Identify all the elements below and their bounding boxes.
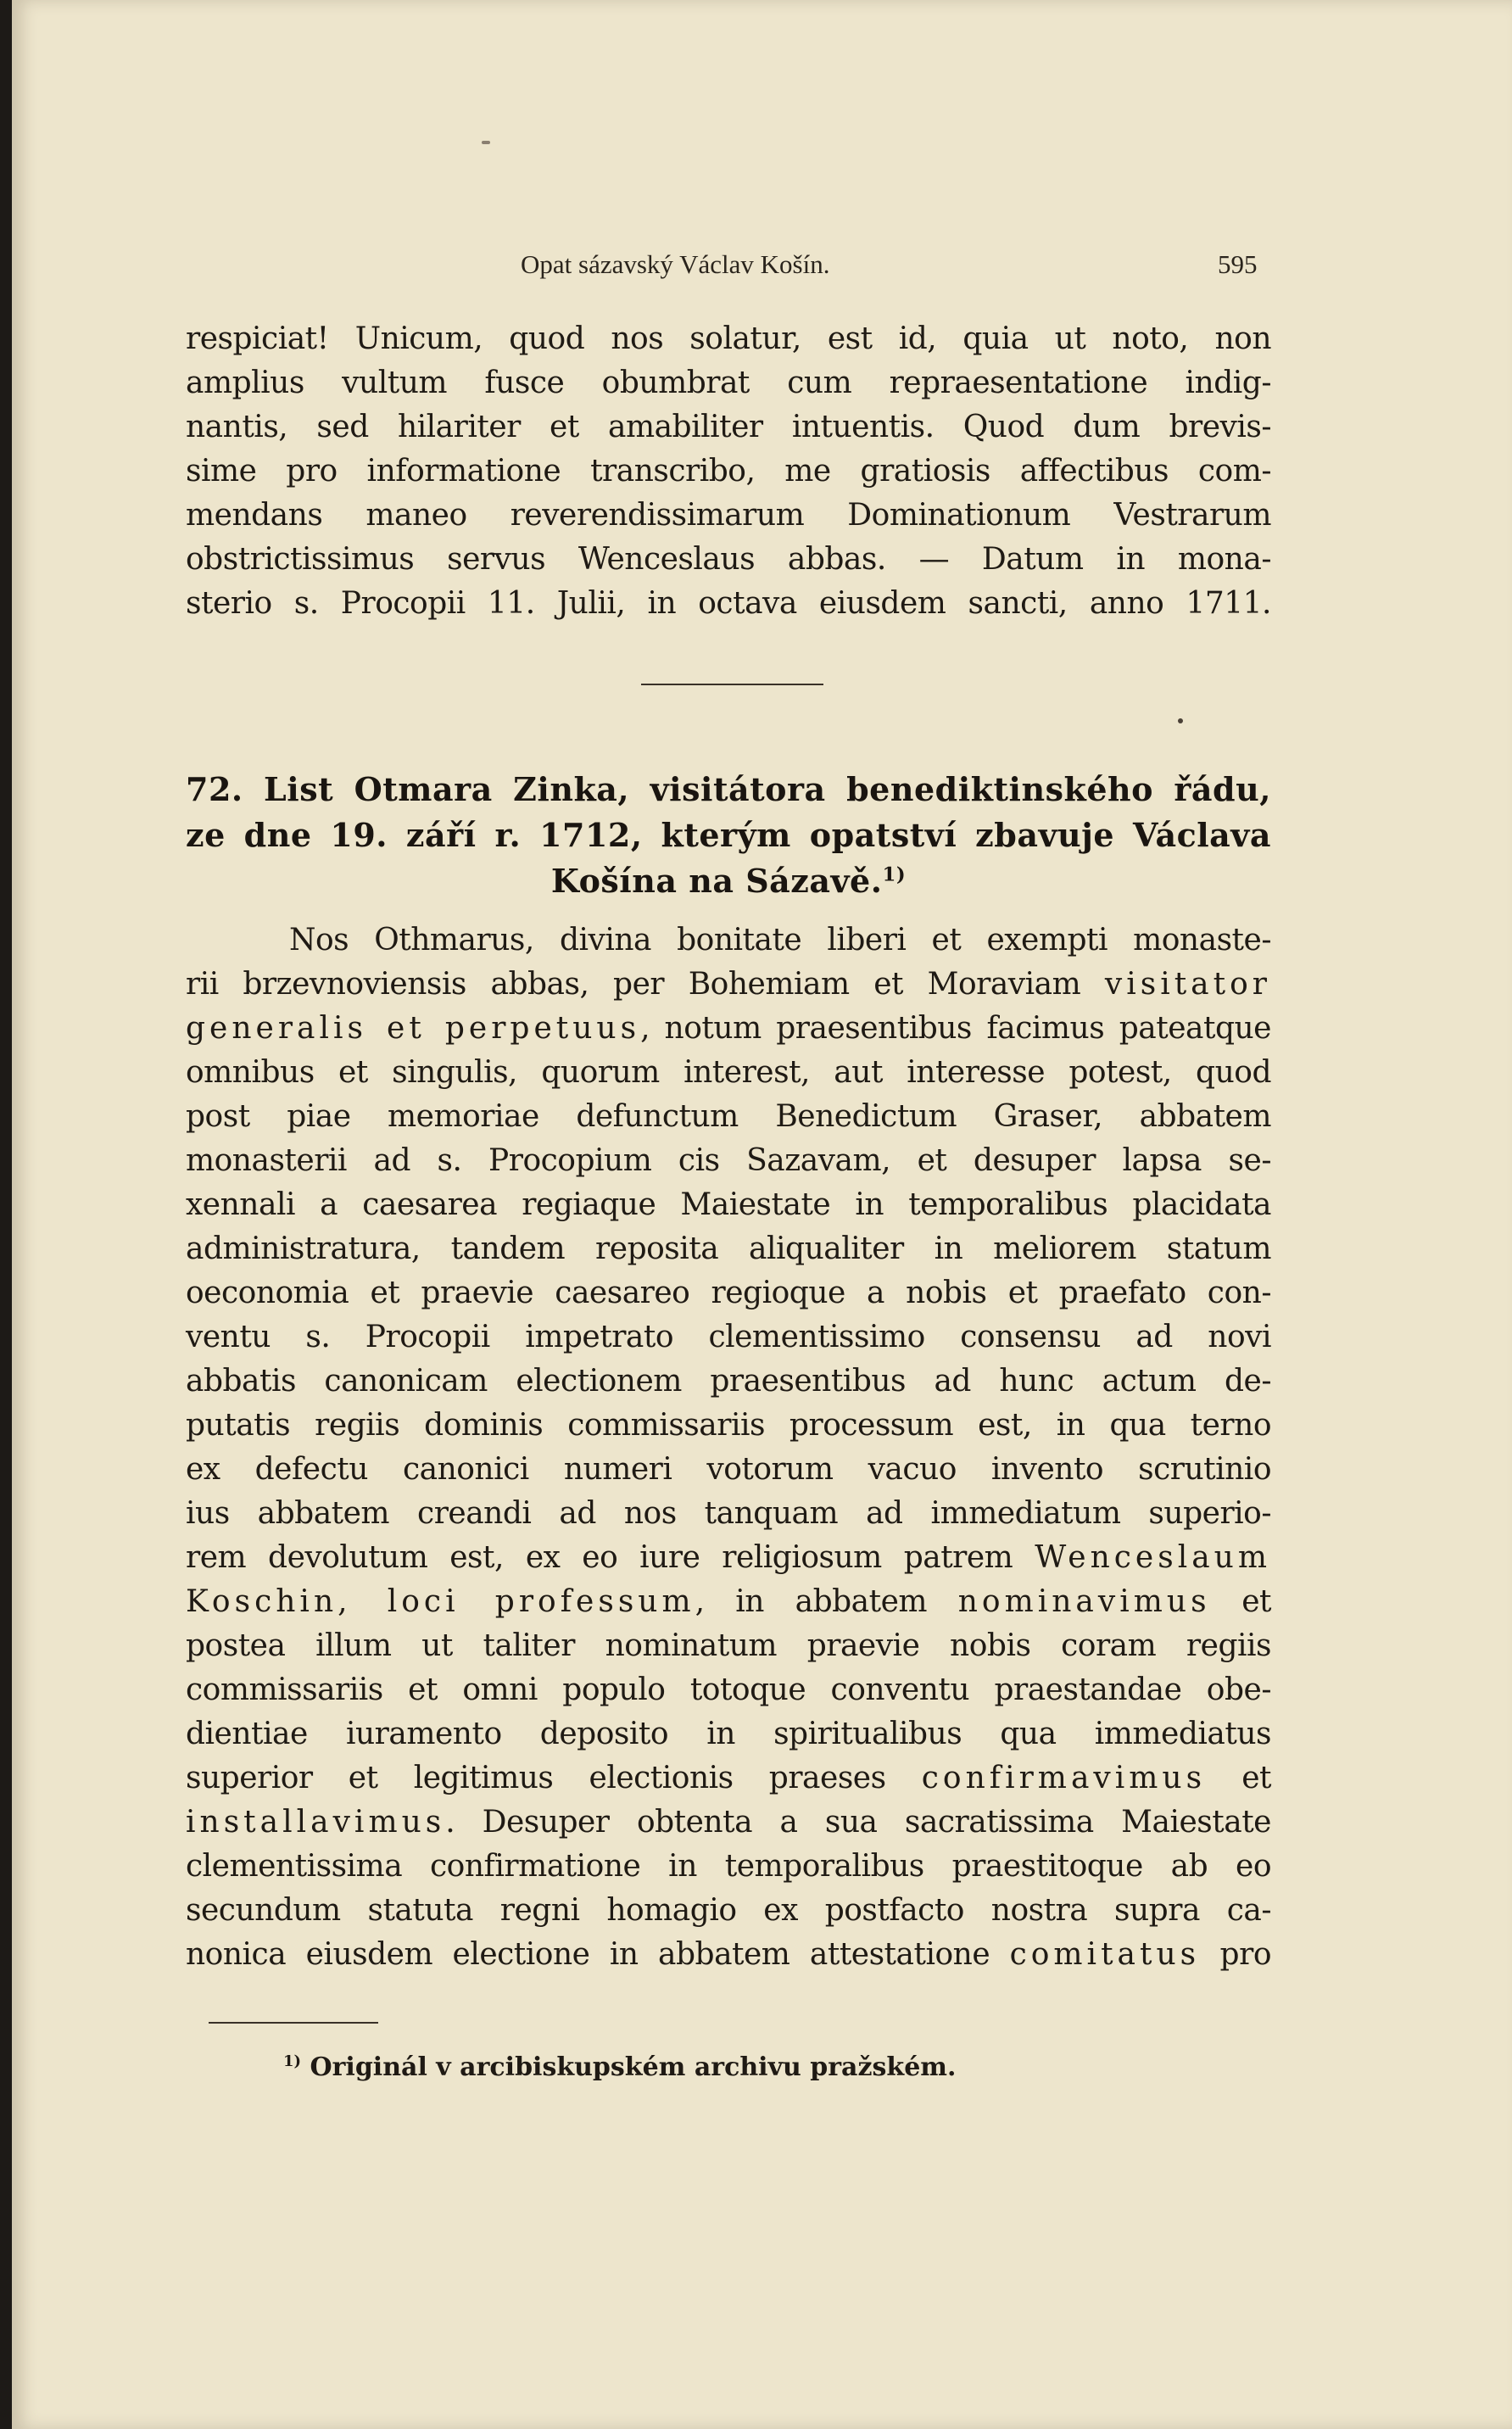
spaced-text: nominavimus [957, 1584, 1211, 1619]
text-line [186, 1007, 1271, 1051]
text-line [186, 1933, 1271, 1977]
text-span: rii brzevnoviensis abbas, per Bohemiam et Moraviam [186, 967, 1105, 1002]
text-line [186, 1801, 1271, 1845]
letter-body [186, 919, 1271, 1977]
heading-line [186, 858, 1271, 904]
text-line: sterio s. Procopii 11. Julii, in octava eiusdem sancti, anno 1711. [186, 586, 1271, 621]
section-divider [641, 684, 823, 685]
document-heading [186, 767, 1271, 904]
spaced-text: comitatus [1009, 1937, 1201, 1972]
text-line [186, 1536, 1271, 1580]
text-span: nonica eiusdem electione in abbatem attestatione [186, 1937, 1010, 1972]
text-line: dientiae iuramento deposito in spiritualibus qua immediatus [186, 1717, 1271, 1751]
footnote-mark: 1) [283, 2052, 302, 2070]
spaced-text: visitator [1104, 967, 1271, 1002]
text-line: xennali a caesarea regiaque Maiestate in temporalibus placidata [186, 1187, 1271, 1222]
spaced-text: Wenceslaum [1035, 1540, 1271, 1575]
page-number: 595 [1218, 249, 1258, 279]
running-title: Opat sázavský Václav Košín. [521, 249, 830, 279]
text-line [186, 963, 1271, 1007]
text-line [186, 1580, 1271, 1624]
spaced-text: confirmavimus [921, 1761, 1207, 1795]
top-paragraph [186, 317, 1271, 626]
footnote-reference: 1) [882, 863, 907, 886]
running-head [12, 244, 1512, 287]
text-span: et [1210, 1584, 1271, 1619]
text-span: superior et legitimus electionis praeses [186, 1761, 922, 1795]
footnote-separator [209, 2022, 378, 2024]
text-line: oeconomia et praevie caesareo regioque a nobis et praefato con- [186, 1276, 1271, 1310]
text-span: . Desuper obtenta a sua sacratissima Maiestate [445, 1805, 1271, 1840]
book-page [12, 0, 1512, 2429]
text-line: secundum statuta regni homagio ex postfacto nostra supra ca- [186, 1893, 1271, 1928]
spaced-text: installavimus [186, 1805, 446, 1840]
footnote [283, 2052, 956, 2082]
heading-line-text: Košína na Sázavě. [550, 862, 883, 900]
text-line: clementissima confirmatione in temporalibus praestitoque ab eo [186, 1849, 1271, 1884]
text-line: ius abbatem creandi ad nos tanquam ad immediatum superio- [186, 1496, 1271, 1531]
book-binding-edge [0, 0, 12, 2429]
text-line: monasterii ad s. Procopium cis Sazavam, et desuper lapsa se- [186, 1143, 1271, 1178]
text-line: obstrictissimus servus Wenceslaus abbas. — Datum in mona- [186, 542, 1271, 577]
text-line: commissariis et omni populo totoque conventu praestandae obe- [186, 1672, 1271, 1707]
text-span: pro [1200, 1937, 1271, 1972]
text-line: postea illum ut taliter nominatum praevie nobis coram regiis [186, 1628, 1271, 1663]
text-line: administratura, tandem reposita aliqualiter in meliorem statum [186, 1231, 1271, 1266]
paper-speck [482, 141, 490, 144]
text-line: post piae memoriae defunctum Benedictum Graser, abbatem [186, 1099, 1271, 1134]
spaced-text: Koschin, loci professum [186, 1584, 695, 1619]
text-line: omnibus et singulis, quorum interest, aut interesse potest, quod [186, 1055, 1271, 1090]
text-line: Nos Othmarus, divina bonitate liberi et exempti monaste- [289, 923, 1271, 958]
text-line: putatis regiis dominis commissariis processum est, in qua terno [186, 1408, 1271, 1443]
text-line: sime pro informatione transcribo, me gratiosis affectibus com- [186, 454, 1271, 489]
text-line: respiciat! Unicum, quod nos solatur, est id, quia ut noto, non [186, 321, 1271, 356]
text-span: et [1206, 1761, 1271, 1795]
text-span: rem devolutum est, ex eo iure religiosum patrem [186, 1540, 1035, 1575]
text-line: amplius vultum fusce obumbrat cum repraesentatione indig- [186, 366, 1271, 400]
heading-line: 72. List Otmara Zinka, visitátora benediktinského řádu, [186, 770, 1271, 808]
text-line: mendans maneo reverendissimarum Dominationum Vestrarum [186, 498, 1271, 533]
heading-line: ze dne 19. září r. 1712, kterým opatství zbavuje Václava [186, 816, 1271, 854]
text-line: ventu s. Procopii impetrato clementissimo consensu ad novi [186, 1320, 1271, 1354]
paper-speck [1178, 718, 1183, 723]
text-line [186, 1756, 1271, 1801]
text-span: , notum praesentibus facimus pateatque [640, 1011, 1271, 1046]
text-line: abbatis canonicam electionem praesentibus ad hunc actum de- [186, 1364, 1271, 1399]
text-line: nantis, sed hilariter et amabiliter intuentis. Quod dum brevis- [186, 410, 1271, 444]
spaced-text: generalis et perpetuus [186, 1011, 641, 1046]
text-line: ex defectu canonici numeri votorum vacuo invento scrutinio [186, 1452, 1271, 1487]
footnote-text: Originál v arcibiskupském archivu pražském. [301, 2052, 957, 2082]
text-span: , in abbatem [695, 1584, 958, 1619]
